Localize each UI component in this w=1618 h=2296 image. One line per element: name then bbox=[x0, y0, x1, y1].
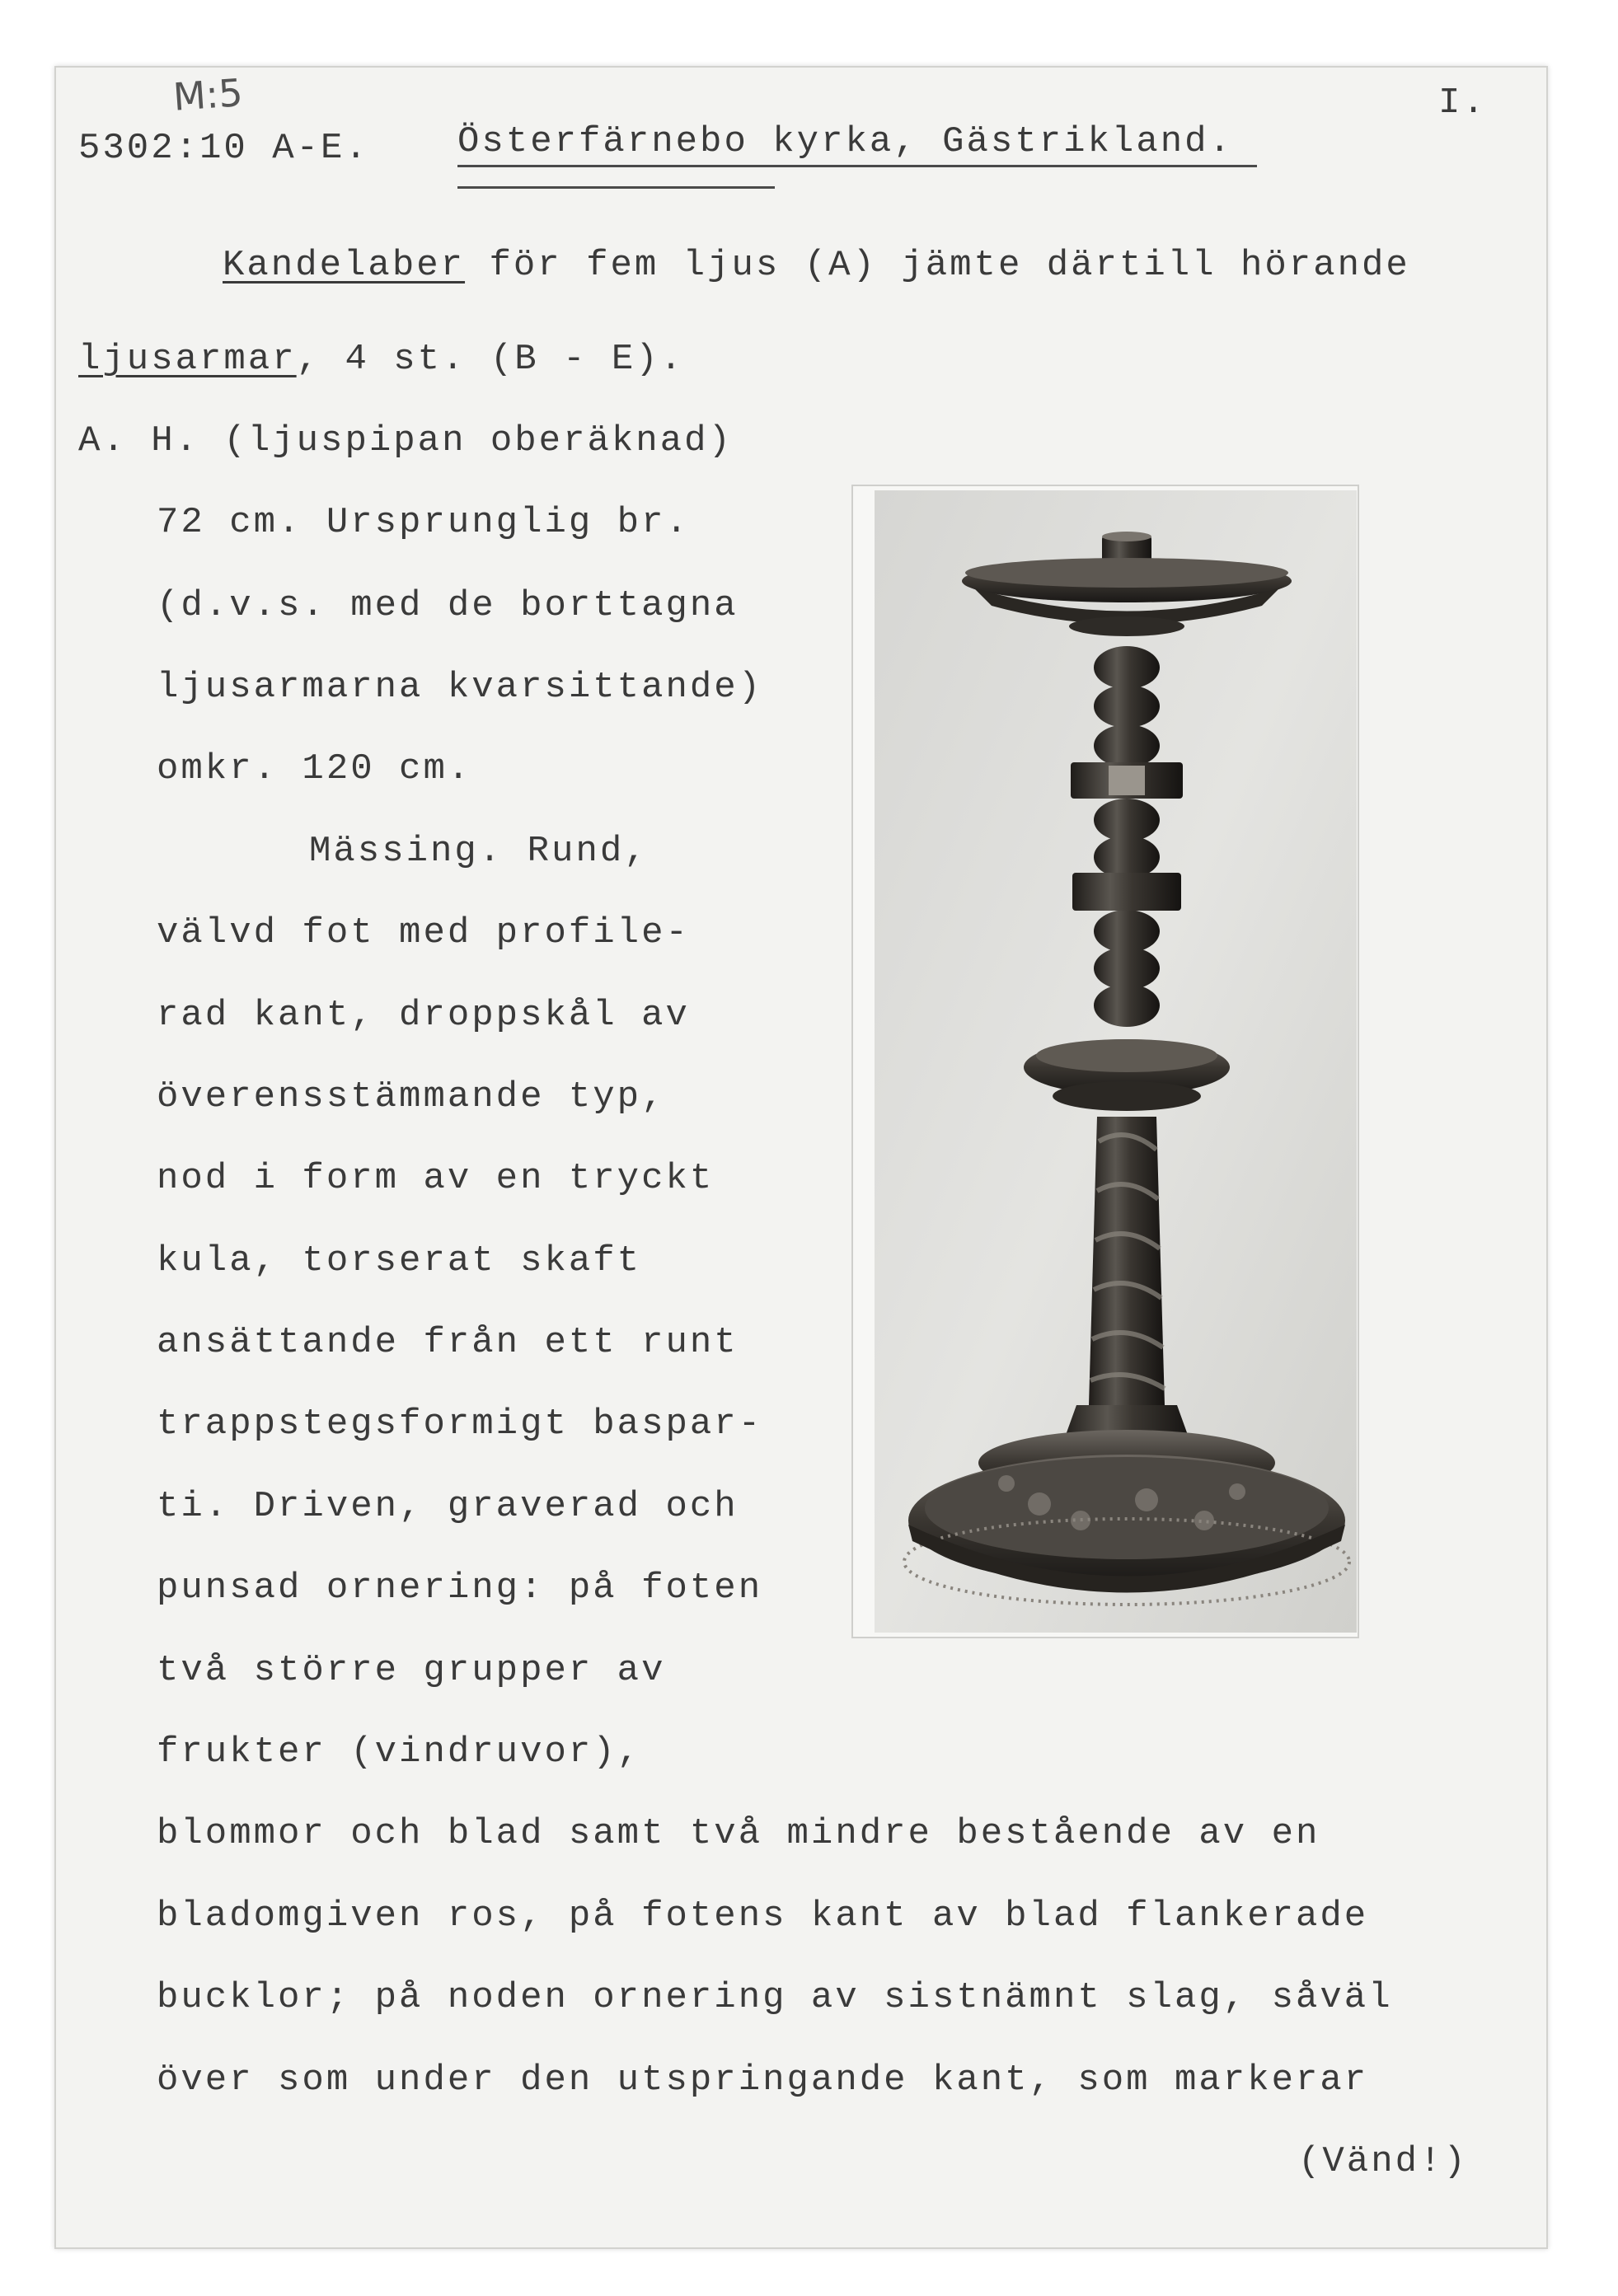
text-line: A. H. (ljuspipan oberäknad) bbox=[78, 420, 733, 462]
text-line: bladomgiven ros, på fotens kant av blad flankerade bbox=[157, 1895, 1369, 1937]
title-short-rule bbox=[457, 186, 775, 189]
intro-line-2-rest: , 4 st. (B - E). bbox=[296, 339, 685, 380]
text-line: två större grupper av bbox=[157, 1650, 666, 1691]
text-line: ansättande från ett runt bbox=[157, 1322, 739, 1363]
text-line: blommor och blad samt två mindre bestående av en bbox=[157, 1813, 1320, 1854]
text-line: Mässing. Rund, bbox=[309, 831, 649, 872]
text-line: ti. Driven, graverad och bbox=[157, 1486, 739, 1527]
text-line: välvd fot med profile- bbox=[157, 912, 690, 954]
title-underline bbox=[457, 165, 1257, 167]
text-line: ljusarmarna kvarsittande) bbox=[157, 667, 763, 708]
text-line: punsad ornering: på foten bbox=[157, 1567, 763, 1609]
text-line: rad kant, droppskål av bbox=[157, 995, 690, 1036]
location-title: Österfärnebo kyrka, Gästrikland. bbox=[457, 121, 1233, 162]
intro-line-2 bbox=[78, 339, 685, 380]
turn-note: (Vänd!) bbox=[1298, 2141, 1468, 2182]
page-number: I. bbox=[1438, 82, 1487, 124]
text-line: nod i form av en tryckt bbox=[157, 1158, 715, 1199]
text-line: över som under den utspringande kant, som markerar bbox=[157, 2059, 1369, 2101]
intro-line-1 bbox=[223, 245, 1410, 286]
text-line: 72 cm. Ursprunglig br. bbox=[157, 502, 690, 543]
text-line: trappstegsformigt baspar- bbox=[157, 1403, 763, 1445]
handwritten-code: M:5 bbox=[171, 70, 245, 119]
text-line: kula, torserat skaft bbox=[157, 1240, 642, 1282]
term-kandelaber: Kandelaber bbox=[223, 245, 466, 286]
intro-line-1-rest: för fem ljus (A) jämte därtill hörande bbox=[465, 245, 1410, 286]
candelabrum-illustration bbox=[875, 490, 1357, 1633]
text-line: (d.v.s. med de borttagna bbox=[157, 585, 739, 626]
candelabrum-photo bbox=[875, 490, 1357, 1633]
text-line: bucklor; på noden ornering av sistnämnt slag, såväl bbox=[157, 1977, 1393, 2018]
text-line: överensstämmande typ, bbox=[157, 1076, 666, 1118]
text-line: frukter (vindruvor), bbox=[157, 1731, 642, 1773]
text-line: omkr. 120 cm. bbox=[157, 748, 472, 790]
catalog-number: 5302:10 A-E. bbox=[78, 128, 369, 169]
term-ljusarmar: ljusarmar bbox=[78, 339, 297, 380]
